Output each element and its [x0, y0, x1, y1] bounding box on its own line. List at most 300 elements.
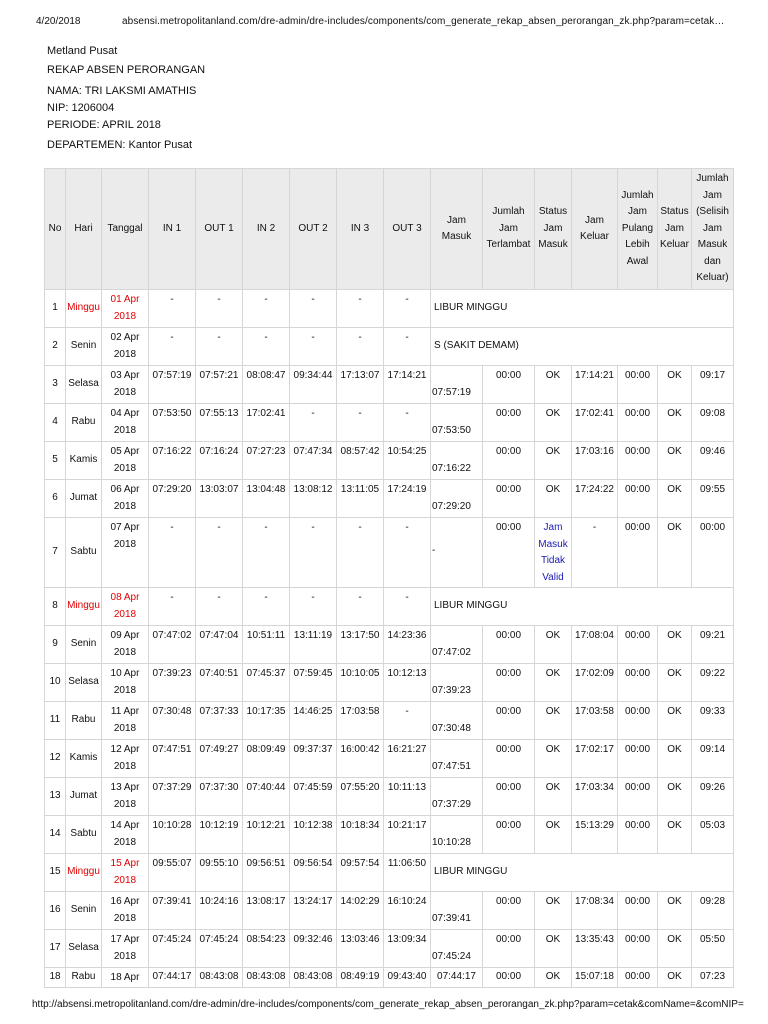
time-cell: - — [290, 290, 337, 328]
time-cell: - — [384, 404, 431, 442]
jam-masuk: 07:45:24 — [431, 930, 483, 968]
day-name: Senin — [66, 626, 102, 664]
time-cell: 10:11:13 — [384, 778, 431, 816]
status-keluar: OK — [658, 778, 692, 816]
jumlah-terlambat: 00:00 — [483, 626, 535, 664]
date-cell: 04 Apr 2018 — [102, 404, 149, 442]
report-title: REKAP ABSEN PERORANGAN — [47, 64, 206, 76]
jumlah-terlambat: 00:00 — [483, 442, 535, 480]
org-name: Metland Pusat — [47, 45, 118, 57]
pulang-lebih-awal: 00:00 — [618, 702, 658, 740]
date-cell: 15 Apr 2018 — [102, 854, 149, 892]
jam-masuk: 07:30:48 — [431, 702, 483, 740]
table-row — [45, 740, 734, 778]
status-masuk: OK — [535, 404, 572, 442]
time-cell: - — [196, 290, 243, 328]
table-row — [45, 626, 734, 664]
status-masuk: OK — [535, 930, 572, 968]
time-cell: 07:47:34 — [290, 442, 337, 480]
jam-keluar: 13:35:43 — [572, 930, 618, 968]
time-cell: - — [384, 588, 431, 626]
date-cell: 14 Apr 2018 — [102, 816, 149, 854]
pulang-lebih-awal: 00:00 — [618, 816, 658, 854]
status-keluar: OK — [658, 366, 692, 404]
time-cell: 07:55:13 — [196, 404, 243, 442]
jumlah-terlambat: 00:00 — [483, 480, 535, 518]
pulang-lebih-awal: 00:00 — [618, 778, 658, 816]
time-cell: 07:40:51 — [196, 664, 243, 702]
row-number: 15 — [45, 854, 66, 892]
day-name: Selasa — [66, 366, 102, 404]
jam-masuk: 07:39:23 — [431, 664, 483, 702]
jam-masuk: 07:37:29 — [431, 778, 483, 816]
jumlah-terlambat: 00:00 — [483, 518, 535, 588]
time-cell: 07:37:29 — [149, 778, 196, 816]
time-cell: 09:56:51 — [243, 854, 290, 892]
jumlah-terlambat: 00:00 — [483, 404, 535, 442]
time-cell: 14:02:29 — [337, 892, 384, 930]
time-cell: 07:39:41 — [149, 892, 196, 930]
employee-name: NAMA: TRI LAKSMI AMATHIS — [47, 85, 197, 97]
table-row — [45, 442, 734, 480]
time-cell: 07:57:19 — [149, 366, 196, 404]
day-name: Rabu — [66, 968, 102, 988]
time-cell: 09:55:07 — [149, 854, 196, 892]
pulang-lebih-awal: 00:00 — [618, 518, 658, 588]
time-cell: 07:47:51 — [149, 740, 196, 778]
time-cell: 09:43:40 — [384, 968, 431, 988]
time-cell: 13:03:46 — [337, 930, 384, 968]
table-row — [45, 816, 734, 854]
time-cell: 13:03:07 — [196, 480, 243, 518]
pulang-lebih-awal: 00:00 — [618, 664, 658, 702]
time-cell: 08:08:47 — [243, 366, 290, 404]
row-number: 6 — [45, 480, 66, 518]
column-header: Jam Keluar — [572, 169, 618, 290]
time-cell: - — [384, 290, 431, 328]
time-cell: 07:39:23 — [149, 664, 196, 702]
jam-masuk: 10:10:28 — [431, 816, 483, 854]
date-cell: 05 Apr 2018 — [102, 442, 149, 480]
date-cell: 16 Apr 2018 — [102, 892, 149, 930]
row-number: 14 — [45, 816, 66, 854]
row-number: 1 — [45, 290, 66, 328]
status-masuk: OK — [535, 366, 572, 404]
jumlah-terlambat: 00:00 — [483, 892, 535, 930]
time-cell: - — [337, 518, 384, 588]
jumlah-terlambat: 00:00 — [483, 366, 535, 404]
status-keluar: OK — [658, 664, 692, 702]
time-cell: 13:17:50 — [337, 626, 384, 664]
time-cell: - — [149, 290, 196, 328]
jumlah-jam: 09:14 — [692, 740, 734, 778]
table-row — [45, 664, 734, 702]
time-cell: 16:21:27 — [384, 740, 431, 778]
day-name: Minggu — [66, 588, 102, 626]
jumlah-jam: 09:08 — [692, 404, 734, 442]
jam-masuk: 07:53:50 — [431, 404, 483, 442]
jumlah-jam: 09:46 — [692, 442, 734, 480]
jumlah-jam: 05:03 — [692, 816, 734, 854]
date-cell: 10 Apr 2018 — [102, 664, 149, 702]
day-note: LIBUR MINGGU — [431, 290, 734, 328]
time-cell: 10:21:17 — [384, 816, 431, 854]
table-row — [45, 328, 734, 366]
day-note: S (SAKIT DEMAM) — [431, 328, 734, 366]
column-header: Jam Masuk — [431, 169, 483, 290]
jam-keluar: 17:02:09 — [572, 664, 618, 702]
status-masuk: OK — [535, 626, 572, 664]
jumlah-jam: 07:23 — [692, 968, 734, 988]
time-cell: 07:47:04 — [196, 626, 243, 664]
time-cell: 08:54:23 — [243, 930, 290, 968]
time-cell: 07:29:20 — [149, 480, 196, 518]
status-keluar: OK — [658, 626, 692, 664]
status-masuk: Jam Masuk Tidak Valid — [535, 518, 572, 588]
day-name: Senin — [66, 892, 102, 930]
status-keluar: OK — [658, 740, 692, 778]
jumlah-jam: 09:33 — [692, 702, 734, 740]
time-cell: 10:18:34 — [337, 816, 384, 854]
pulang-lebih-awal: 00:00 — [618, 892, 658, 930]
time-cell: 07:47:02 — [149, 626, 196, 664]
jam-keluar: 17:08:34 — [572, 892, 618, 930]
date-cell: 18 Apr — [102, 968, 149, 988]
table-row — [45, 702, 734, 740]
time-cell: 17:03:58 — [337, 702, 384, 740]
jumlah-jam: 09:17 — [692, 366, 734, 404]
date-cell: 03 Apr 2018 — [102, 366, 149, 404]
jam-masuk: 07:57:19 — [431, 366, 483, 404]
time-cell: 07:40:44 — [243, 778, 290, 816]
time-cell: 08:49:19 — [337, 968, 384, 988]
report-period: PERIODE: APRIL 2018 — [47, 119, 161, 131]
jam-keluar: 17:24:22 — [572, 480, 618, 518]
time-cell: 17:14:21 — [384, 366, 431, 404]
jumlah-jam: 09:22 — [692, 664, 734, 702]
table-row — [45, 778, 734, 816]
time-cell: 17:13:07 — [337, 366, 384, 404]
print-date: 4/20/2018 — [36, 16, 81, 27]
day-name: Selasa — [66, 930, 102, 968]
jam-keluar: 15:13:29 — [572, 816, 618, 854]
time-cell: 13:04:48 — [243, 480, 290, 518]
time-cell: 17:24:19 — [384, 480, 431, 518]
table-row — [45, 366, 734, 404]
status-masuk: OK — [535, 816, 572, 854]
time-cell: 10:51:11 — [243, 626, 290, 664]
time-cell: 08:09:49 — [243, 740, 290, 778]
jam-masuk: 07:29:20 — [431, 480, 483, 518]
time-cell: 07:16:24 — [196, 442, 243, 480]
time-cell: - — [384, 328, 431, 366]
pulang-lebih-awal: 00:00 — [618, 366, 658, 404]
status-keluar: OK — [658, 702, 692, 740]
row-number: 4 — [45, 404, 66, 442]
status-masuk: OK — [535, 702, 572, 740]
time-cell: - — [337, 328, 384, 366]
day-name: Jumat — [66, 778, 102, 816]
jam-masuk: 07:44:17 — [431, 968, 483, 988]
jam-keluar: 17:03:34 — [572, 778, 618, 816]
attendance-table — [44, 168, 734, 988]
date-cell: 01 Apr 2018 — [102, 290, 149, 328]
time-cell: 13:09:34 — [384, 930, 431, 968]
row-number: 7 — [45, 518, 66, 588]
date-cell: 12 Apr 2018 — [102, 740, 149, 778]
date-cell: 08 Apr 2018 — [102, 588, 149, 626]
table-row — [45, 290, 734, 328]
time-cell: 13:24:17 — [290, 892, 337, 930]
status-keluar: OK — [658, 480, 692, 518]
time-cell: 14:23:36 — [384, 626, 431, 664]
time-cell: - — [290, 588, 337, 626]
status-masuk: OK — [535, 442, 572, 480]
jumlah-terlambat: 00:00 — [483, 702, 535, 740]
time-cell: 16:10:24 — [384, 892, 431, 930]
column-header: Status Jam Masuk — [535, 169, 572, 290]
print-url: absensi.metropolitanland.com/dre-admin/dre-includes/components/com_generate_rekap_absen_perorangan_zk.php?param=cetak… — [122, 16, 725, 27]
time-cell: 13:11:05 — [337, 480, 384, 518]
jumlah-jam: 00:00 — [692, 518, 734, 588]
jumlah-terlambat: 00:00 — [483, 778, 535, 816]
date-cell: 13 Apr 2018 — [102, 778, 149, 816]
time-cell: - — [196, 588, 243, 626]
time-cell: 07:45:24 — [196, 930, 243, 968]
time-cell: 10:54:25 — [384, 442, 431, 480]
time-cell: 11:06:50 — [384, 854, 431, 892]
status-keluar: OK — [658, 442, 692, 480]
time-cell: - — [149, 588, 196, 626]
jam-masuk: 07:16:22 — [431, 442, 483, 480]
jam-keluar: 17:02:41 — [572, 404, 618, 442]
jumlah-jam: 09:26 — [692, 778, 734, 816]
time-cell: 07:30:48 — [149, 702, 196, 740]
time-cell: - — [337, 588, 384, 626]
time-cell: - — [196, 518, 243, 588]
jam-masuk: - — [431, 518, 483, 588]
table-row — [45, 588, 734, 626]
table-row — [45, 930, 734, 968]
jumlah-terlambat: 00:00 — [483, 816, 535, 854]
row-number: 12 — [45, 740, 66, 778]
day-name: Rabu — [66, 702, 102, 740]
table-row — [45, 968, 734, 988]
status-masuk: OK — [535, 892, 572, 930]
pulang-lebih-awal: 00:00 — [618, 626, 658, 664]
day-note: LIBUR MINGGU — [431, 588, 734, 626]
row-number: 3 — [45, 366, 66, 404]
time-cell: 08:57:42 — [337, 442, 384, 480]
jumlah-terlambat: 00:00 — [483, 930, 535, 968]
status-keluar: OK — [658, 892, 692, 930]
row-number: 13 — [45, 778, 66, 816]
time-cell: - — [243, 290, 290, 328]
day-name: Jumat — [66, 480, 102, 518]
jam-keluar: 17:14:21 — [572, 366, 618, 404]
time-cell: 16:00:42 — [337, 740, 384, 778]
day-name: Sabtu — [66, 816, 102, 854]
status-keluar: OK — [658, 816, 692, 854]
time-cell: 07:45:24 — [149, 930, 196, 968]
row-number: 5 — [45, 442, 66, 480]
pulang-lebih-awal: 00:00 — [618, 740, 658, 778]
column-header: IN 1 — [149, 169, 196, 290]
date-cell: 17 Apr 2018 — [102, 930, 149, 968]
column-header: Tanggal — [102, 169, 149, 290]
time-cell: - — [337, 404, 384, 442]
time-cell: - — [337, 290, 384, 328]
time-cell: 07:27:23 — [243, 442, 290, 480]
jam-keluar: 17:03:58 — [572, 702, 618, 740]
column-header: IN 2 — [243, 169, 290, 290]
time-cell: - — [243, 328, 290, 366]
day-name: Sabtu — [66, 518, 102, 588]
jumlah-jam: 09:28 — [692, 892, 734, 930]
jam-masuk: 07:47:51 — [431, 740, 483, 778]
time-cell: 07:59:45 — [290, 664, 337, 702]
row-number: 16 — [45, 892, 66, 930]
time-cell: 08:43:08 — [196, 968, 243, 988]
status-masuk: OK — [535, 664, 572, 702]
date-cell: 02 Apr 2018 — [102, 328, 149, 366]
pulang-lebih-awal: 00:00 — [618, 480, 658, 518]
column-header: Jumlah Jam Terlambat — [483, 169, 535, 290]
status-keluar: OK — [658, 968, 692, 988]
row-number: 10 — [45, 664, 66, 702]
time-cell: 07:37:30 — [196, 778, 243, 816]
column-header: OUT 1 — [196, 169, 243, 290]
time-cell: 09:56:54 — [290, 854, 337, 892]
column-header: Hari — [66, 169, 102, 290]
jumlah-terlambat: 00:00 — [483, 664, 535, 702]
day-name: Kamis — [66, 442, 102, 480]
time-cell: - — [196, 328, 243, 366]
time-cell: 08:43:08 — [243, 968, 290, 988]
day-name: Minggu — [66, 290, 102, 328]
date-cell: 07 Apr 2018 — [102, 518, 149, 588]
time-cell: 10:12:38 — [290, 816, 337, 854]
pulang-lebih-awal: 00:00 — [618, 968, 658, 988]
status-keluar: OK — [658, 404, 692, 442]
column-header: OUT 2 — [290, 169, 337, 290]
time-cell: 13:08:17 — [243, 892, 290, 930]
jumlah-jam: 05:50 — [692, 930, 734, 968]
time-cell: 07:49:27 — [196, 740, 243, 778]
time-cell: - — [290, 404, 337, 442]
jumlah-terlambat: 00:00 — [483, 968, 535, 988]
day-note: LIBUR MINGGU — [431, 854, 734, 892]
table-header-row — [45, 169, 734, 290]
time-cell: - — [243, 518, 290, 588]
day-name: Kamis — [66, 740, 102, 778]
time-cell: 07:45:59 — [290, 778, 337, 816]
time-cell: 10:10:28 — [149, 816, 196, 854]
table-row — [45, 480, 734, 518]
day-name: Senin — [66, 328, 102, 366]
time-cell: 07:44:17 — [149, 968, 196, 988]
pulang-lebih-awal: 00:00 — [618, 930, 658, 968]
jam-masuk: 07:47:02 — [431, 626, 483, 664]
table-row — [45, 854, 734, 892]
status-masuk: OK — [535, 740, 572, 778]
jumlah-jam: 09:21 — [692, 626, 734, 664]
jam-keluar: 17:08:04 — [572, 626, 618, 664]
table-row — [45, 892, 734, 930]
jam-keluar: 15:07:18 — [572, 968, 618, 988]
row-number: 2 — [45, 328, 66, 366]
jam-masuk: 07:39:41 — [431, 892, 483, 930]
time-cell: - — [384, 702, 431, 740]
date-cell: 11 Apr 2018 — [102, 702, 149, 740]
column-header: No — [45, 169, 66, 290]
time-cell: 07:37:33 — [196, 702, 243, 740]
time-cell: 07:55:20 — [337, 778, 384, 816]
date-cell: 06 Apr 2018 — [102, 480, 149, 518]
jumlah-terlambat: 00:00 — [483, 740, 535, 778]
time-cell: - — [149, 518, 196, 588]
table-row — [45, 518, 734, 588]
time-cell: 10:10:05 — [337, 664, 384, 702]
table-body — [45, 290, 734, 988]
status-keluar: OK — [658, 930, 692, 968]
column-header: Jumlah Jam (Selisih Jam Masuk dan Keluar) — [692, 169, 734, 290]
time-cell: 10:17:35 — [243, 702, 290, 740]
time-cell: 09:37:37 — [290, 740, 337, 778]
jam-keluar: - — [572, 518, 618, 588]
time-cell: 09:32:46 — [290, 930, 337, 968]
time-cell: - — [149, 328, 196, 366]
jumlah-jam: 09:55 — [692, 480, 734, 518]
jam-keluar: 17:03:16 — [572, 442, 618, 480]
time-cell: 08:43:08 — [290, 968, 337, 988]
time-cell: 10:12:21 — [243, 816, 290, 854]
print-header — [0, 11, 768, 31]
status-keluar: OK — [658, 518, 692, 588]
status-masuk: OK — [535, 480, 572, 518]
time-cell: - — [243, 588, 290, 626]
status-masuk: OK — [535, 778, 572, 816]
time-cell: - — [290, 328, 337, 366]
time-cell: 09:55:10 — [196, 854, 243, 892]
time-cell: 07:16:22 — [149, 442, 196, 480]
time-cell: 10:12:13 — [384, 664, 431, 702]
department: DEPARTEMEN: Kantor Pusat — [47, 139, 193, 151]
column-header: Jumlah Jam Pulang Lebih Awal — [618, 169, 658, 290]
day-name: Selasa — [66, 664, 102, 702]
column-header: OUT 3 — [384, 169, 431, 290]
day-name: Rabu — [66, 404, 102, 442]
time-cell: 07:53:50 — [149, 404, 196, 442]
time-cell: 07:45:37 — [243, 664, 290, 702]
time-cell: 09:57:54 — [337, 854, 384, 892]
time-cell: 07:57:21 — [196, 366, 243, 404]
row-number: 11 — [45, 702, 66, 740]
row-number: 8 — [45, 588, 66, 626]
time-cell: 13:08:12 — [290, 480, 337, 518]
row-number: 9 — [45, 626, 66, 664]
time-cell: 13:11:19 — [290, 626, 337, 664]
day-name: Minggu — [66, 854, 102, 892]
print-footer-url: http://absensi.metropolitanland.com/dre-admin/dre-includes/components/com_generate_rekap_absen_perorangan_zk.php?param=cetak&comName=&comNIP= — [32, 999, 744, 1010]
report-info — [47, 44, 205, 155]
status-masuk: OK — [535, 968, 572, 988]
time-cell: 10:12:19 — [196, 816, 243, 854]
pulang-lebih-awal: 00:00 — [618, 442, 658, 480]
table-row — [45, 404, 734, 442]
row-number: 17 — [45, 930, 66, 968]
jam-keluar: 17:02:17 — [572, 740, 618, 778]
